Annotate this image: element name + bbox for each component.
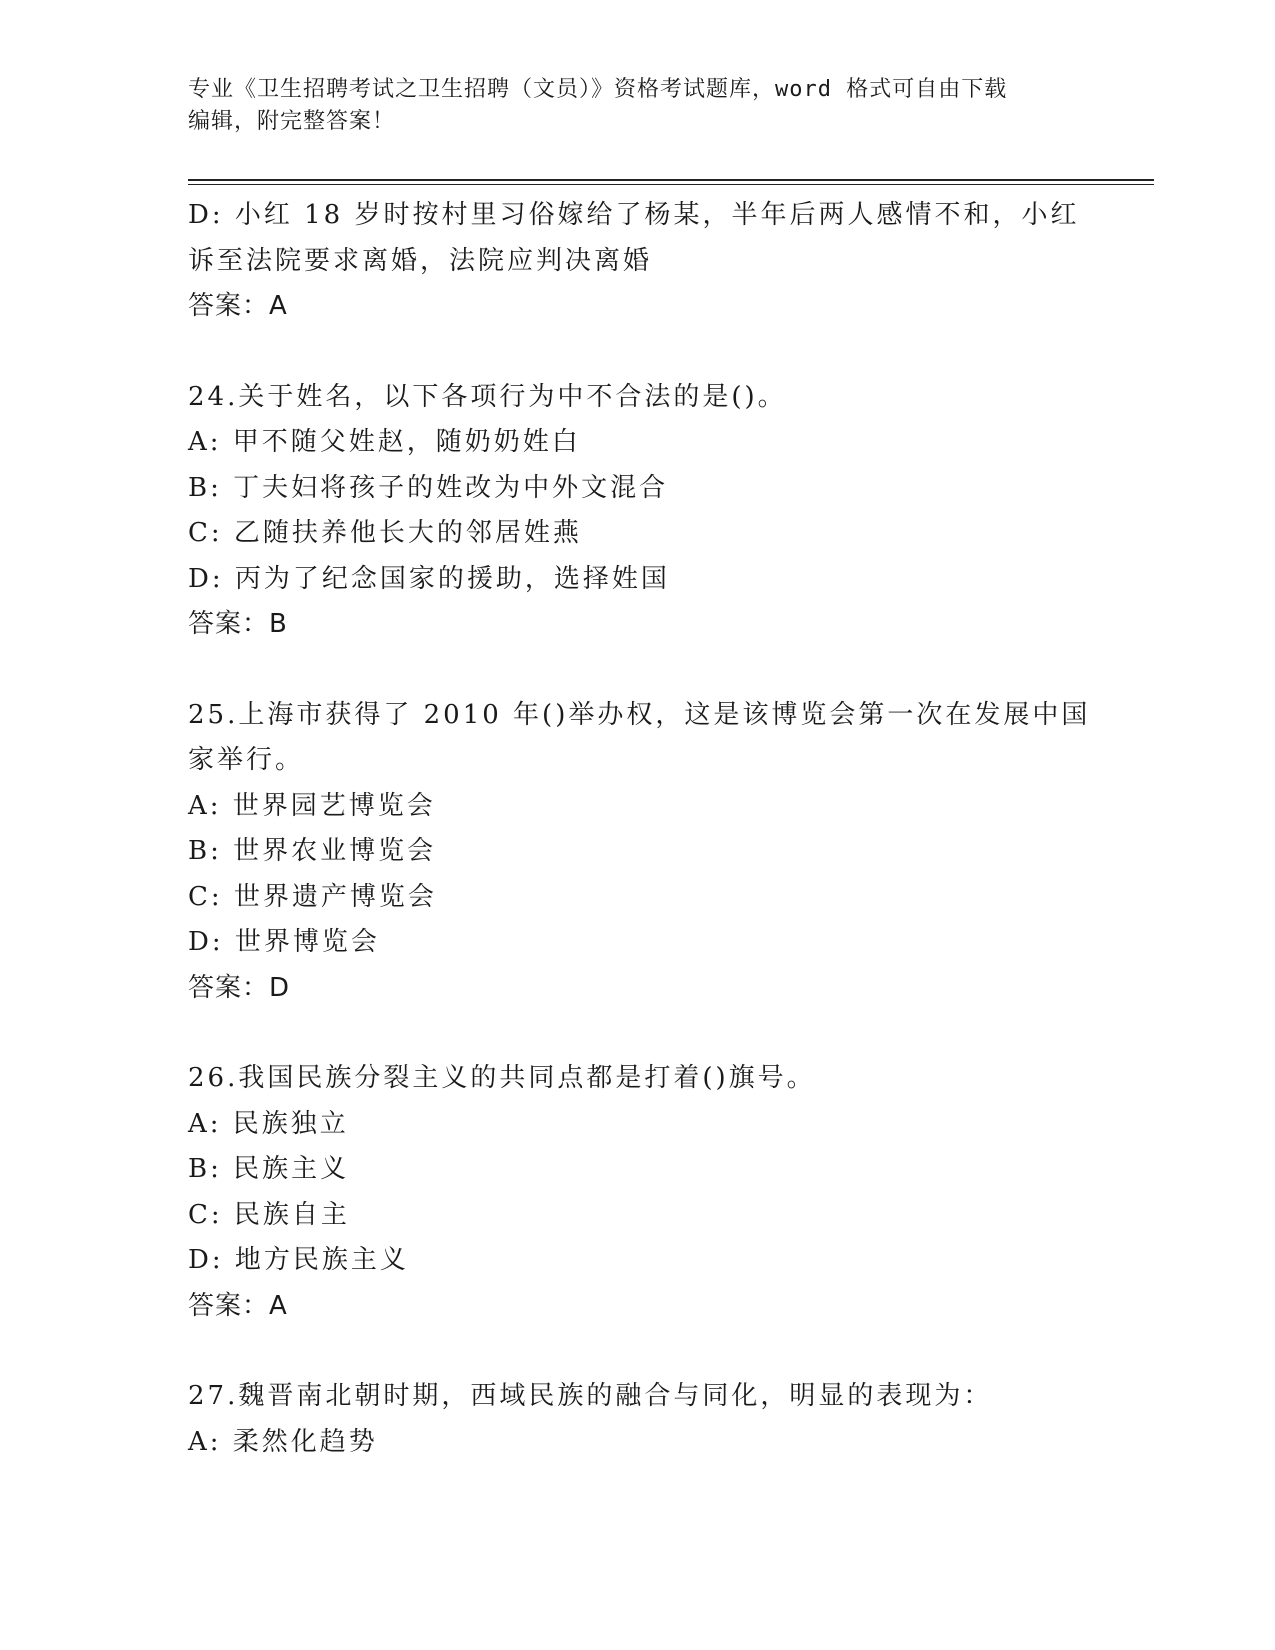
question-stem: 24.关于姓名，以下各项行为中不合法的是()。	[188, 381, 787, 412]
option-d-continued: 诉至法院要求离婚，法院应判决离婚	[188, 245, 653, 276]
option-a: A: 民族独立	[188, 1108, 349, 1139]
question-stem: 25.上海市获得了 2010 年()举办权，这是该博览会第一次在发展中国	[188, 699, 1091, 730]
question-stem: 26.我国民族分裂主义的共同点都是打着()旗号。	[188, 1063, 816, 1093]
option-c: C: 民族自主	[188, 1199, 350, 1230]
spacer	[188, 1011, 1088, 1056]
question-list	[188, 193, 1091, 1465]
option-a: A: 柔然化趋势	[188, 1426, 378, 1457]
option-c: C: 世界遗产博览会	[188, 881, 437, 912]
header-divider-thick	[188, 179, 1154, 181]
option-d: D: 地方民族主义	[188, 1245, 409, 1275]
option-a: A: 世界园艺博览会	[188, 790, 436, 821]
spacer	[188, 648, 1088, 693]
header-line-2: 编辑，附完整答案！	[188, 109, 396, 134]
option-b: B: 民族主义	[188, 1154, 350, 1184]
question-stem-continued: 家举行。	[188, 745, 305, 775]
option-d: D: 小红 18 岁时按村里习俗嫁给了杨某，半年后两人感情不和，小红	[188, 200, 1080, 230]
spacer	[188, 330, 1088, 375]
option-b: B: 丁夫妇将孩子的姓改为中外文混合	[188, 472, 669, 503]
question-block-26	[188, 1056, 1088, 1329]
question-stem: 27.魏晋南北朝时期，西域民族的融合与同化，明显的表现为：	[188, 1381, 993, 1411]
answer-line: 答案：A	[188, 1290, 288, 1321]
answer-line: 答案：B	[188, 609, 288, 639]
answer-line: 答案：D	[188, 972, 291, 1003]
option-c: C: 乙随扶养他长大的邻居姓燕	[188, 518, 582, 548]
question-block-24	[188, 375, 1088, 648]
option-d: D: 丙为了纪念国家的援助，选择姓国	[188, 563, 670, 594]
question-block-23	[188, 193, 1088, 330]
spacer	[188, 1329, 1088, 1374]
option-b: B: 世界农业博览会	[188, 836, 437, 866]
header-line-1: 专业《卫生招聘考试之卫生招聘（文员）》资格考试题库，word 格式可自由下载	[188, 77, 1008, 102]
document-header	[188, 74, 1088, 138]
option-a: A: 甲不随父姓赵，随奶奶姓白	[188, 427, 581, 457]
header-divider-thin	[188, 184, 1154, 185]
question-block-25	[188, 693, 1091, 1012]
option-d: D: 世界博览会	[188, 927, 380, 957]
question-block-27	[188, 1374, 1088, 1465]
answer-line: 答案：A	[188, 291, 288, 321]
